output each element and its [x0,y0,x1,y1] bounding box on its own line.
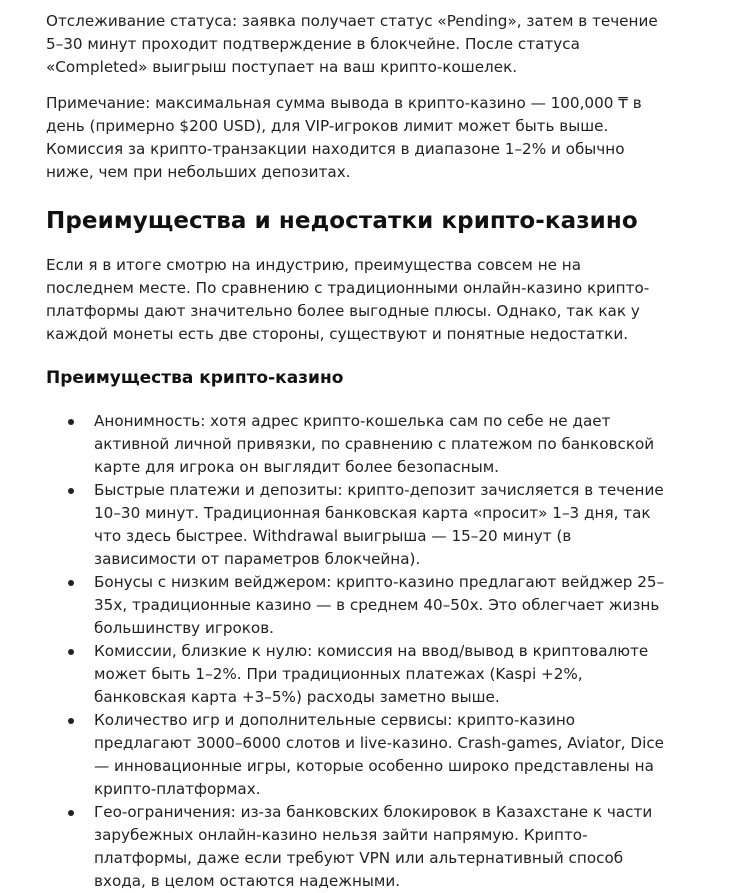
list-item [94,709,672,801]
bullet-icon [68,580,74,586]
list-item-text: Количество игр и дополнительные сервисы: крипто-казино предлагают 3000–6000 слотов и live-казино. Crash-games, Aviator, Dice — инновационные игры, которые особенно широко представлены на крипто-платформах. [94,711,665,798]
list-item [94,640,672,709]
status-tracking-paragraph: Отслеживание статуса: заявка получает статус «Pending», затем в течение 5–30 минут проходит подтверждение в блокчейне. После статуса «Completed» выигрыш поступает на ваш крипто-кошелек. [46,12,658,76]
section-heading: Преимущества и недостатки крипто-казино [46,208,638,234]
list-item [94,801,672,893]
list-item [94,410,672,479]
list-item-text: Гео-ограничения: из-за банковских блокировок в Казахстане к части зарубежных онлайн-казино нельзя зайти напрямую. Крипто-платформы, даже если требуют VPN или альтернативный способ входа, в целом остаются надежными. [94,803,653,890]
bullet-icon [68,718,74,724]
bullet-icon [68,810,74,816]
list-item-text: Анонимность: хотя адрес крипто-кошелька сам по себе не дает активной личной привязки, по сравнению с платежом по банковской карте для игрока он выглядит более безопасным. [94,412,655,476]
list-item-text: Быстрые платежи и депозиты: крипто-депозит зачисляется в течение 10–30 минут. Традиционная банковская карта «просит» 1–3 дня, так что здесь быстрее. Withdrawal выигрыша — 15–20 минут (в зависимости от параметров блокчейна). [94,481,664,568]
withdrawal-note-paragraph: Примечание: максимальная сумма вывода в крипто-казино — 100,000 ₸ в день (примерно $200 USD), для VIP-игроков лимит может быть выше. Комиссия за крипто-транзакции находится в диапазоне 1–2% и обычно ниже, чем при небольших депозитах. [46,94,642,181]
advantages-list [46,410,672,893]
list-item-text: Комиссии, близкие к нулю: комиссия на ввод/вывод в криптовалюте может быть 1–2%. При традиционных платежах (Kaspi +2%, банковская карта +3–5%) расходы заметно выше. [94,642,649,706]
advantages-heading: Преимущества крипто-казино [46,368,344,388]
section-intro-paragraph: Если я в итоге смотрю на индустрию, преимущества совсем не на последнем месте. По сравнению с традиционными онлайн-казино крипто-платформы дают значительно более выгодные плюсы. Однако, так как у каждой монеты есть две стороны, существуют и понятные недостатки. [46,256,650,343]
list-item-text: Бонусы с низким вейджером: крипто-казино предлагают вейджер 25–35x, традиционные казино — в среднем 40–50x. Это облегчает жизнь большинству игроков. [94,573,665,637]
bullet-icon [68,488,74,494]
list-item [94,571,672,640]
bullet-icon [68,649,74,655]
bullet-icon [68,419,74,425]
list-item [94,479,672,571]
